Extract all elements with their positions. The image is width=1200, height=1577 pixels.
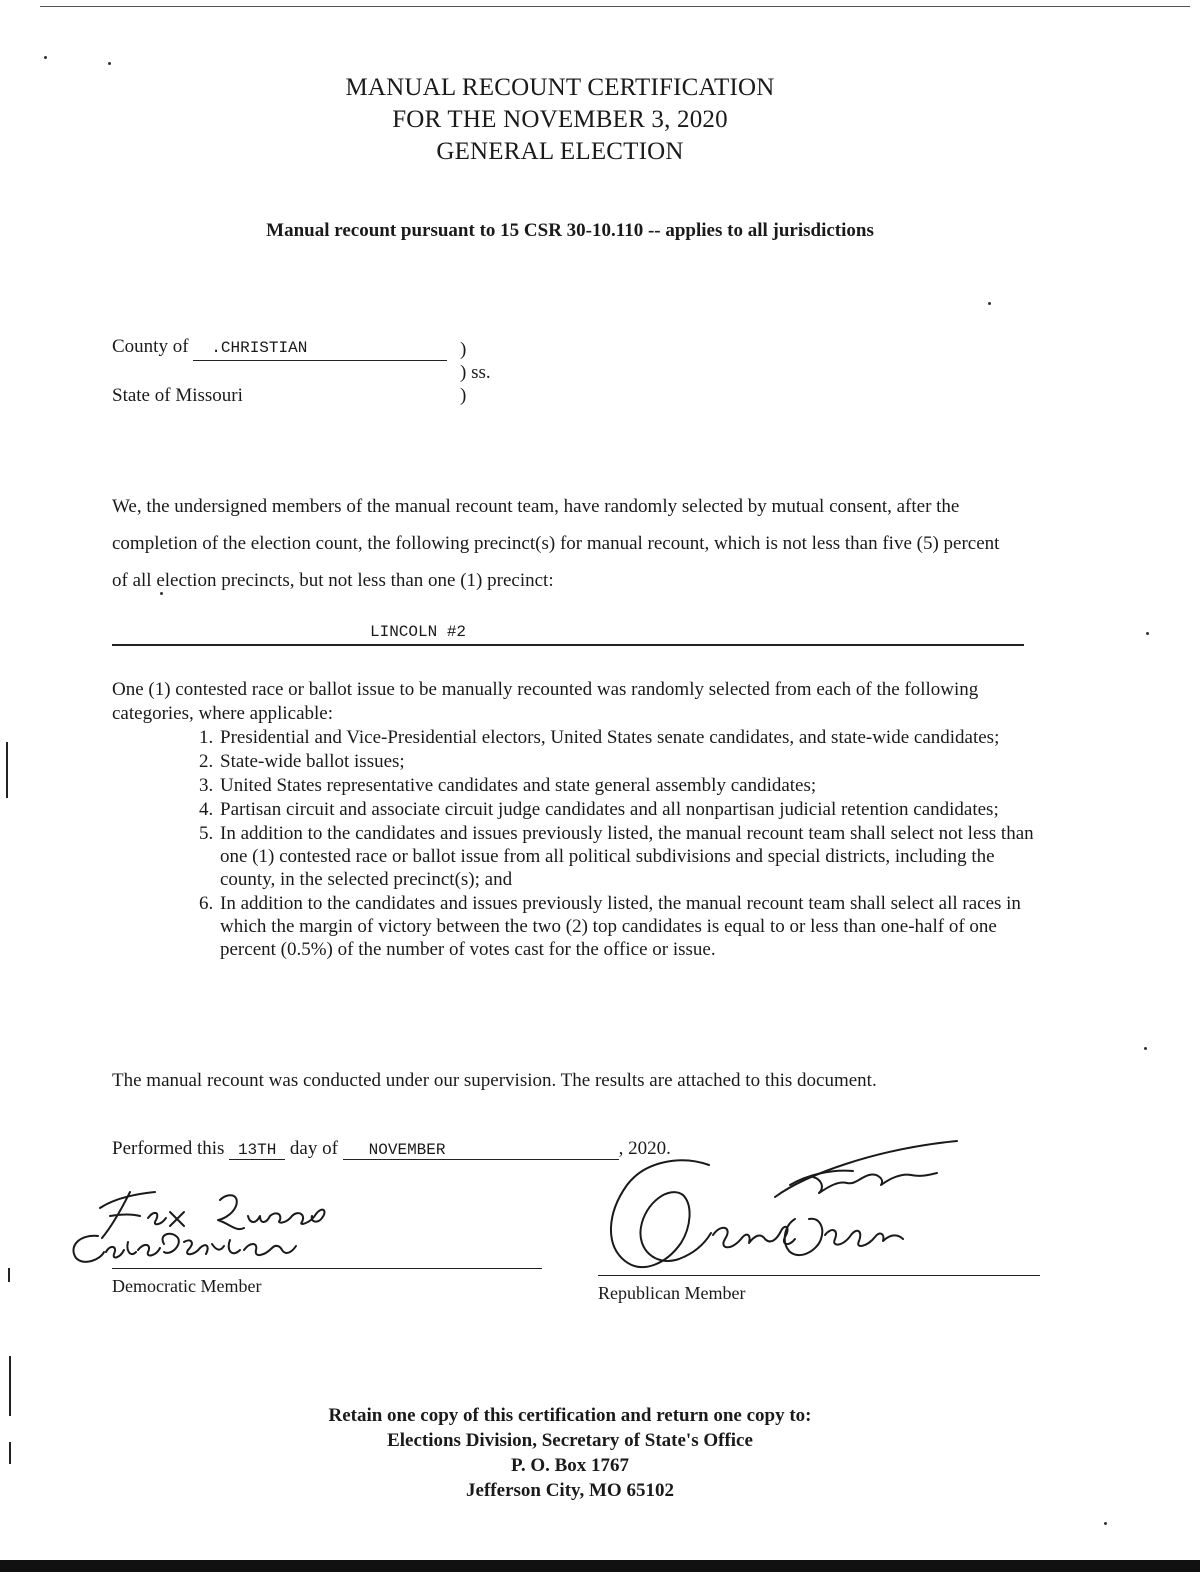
scan-speck: [988, 302, 991, 305]
return-instructions: [250, 1403, 890, 1503]
scan-speck: [108, 62, 111, 65]
criteria-list: [182, 726, 1038, 962]
precinct-value: LINCOLN #2: [370, 623, 467, 641]
republican-signature-line: [598, 1275, 1040, 1276]
scan-speck: [1104, 1522, 1107, 1525]
state-row: [112, 384, 447, 409]
county-row: [112, 335, 447, 360]
scan-speck: [1146, 632, 1149, 635]
democratic-signature: [60, 1180, 360, 1275]
paren-bottom: ): [460, 385, 467, 406]
scan-mark: [8, 1268, 10, 1282]
venue-brackets: [460, 338, 491, 407]
criteria-item: 3. United States representative candidates and state general assembly candidates;: [218, 774, 1038, 797]
criteria-item: 5. In addition to the candidates and issues previously listed, the manual recount team shall select not less than one (1) contested race or ballot issue from all political subdivisions and special districts, including the county, in the selected precinct(s); and: [218, 822, 1038, 891]
scan-mark: [9, 1356, 11, 1416]
democratic-member-label: Democratic Member: [112, 1276, 262, 1296]
scan-speck: [1144, 1047, 1147, 1050]
scan-mark: [6, 742, 8, 798]
criteria-item: 2. State-wide ballot issues;: [218, 750, 1038, 773]
criteria-item: 6. In addition to the candidates and issues previously listed, the manual recount team shall select all races in which the margin of victory between the two (2) top candidates is equal to or less than one-half of one percent (0.5%) of the number of votes cast for the office or issue.: [218, 892, 1038, 961]
supervision-statement: The manual recount was conducted under our supervision. The results are attached to this document.: [112, 1070, 877, 1091]
scan-speck: [160, 592, 163, 595]
month-field: NOVEMBER: [343, 1141, 619, 1160]
footer-line-3: P. O. Box 1767: [510, 1455, 630, 1476]
performed-middle: day of: [289, 1138, 338, 1159]
paren-ss: ) ss.: [460, 362, 491, 383]
democratic-signature-line: [112, 1268, 542, 1269]
performed-prefix: Performed this: [112, 1138, 225, 1159]
criteria-item: 4. Partisan circuit and associate circuit judge candidates and all nonpartisan judicial retention candidates;: [218, 798, 1038, 821]
precinct-field: [112, 614, 1024, 646]
footer-line-4: Jefferson City, MO 65102: [466, 1480, 674, 1501]
scan-top-border: [40, 6, 1190, 7]
republican-signature: [585, 1135, 985, 1285]
day-field: 13TH: [229, 1141, 285, 1160]
document-title: [260, 72, 860, 168]
republican-member-label: Republican Member: [598, 1283, 746, 1303]
performed-suffix: , 2020.: [618, 1138, 671, 1159]
scan-bottom-border: [0, 1560, 1200, 1572]
county-label: County of: [112, 336, 189, 357]
title-line-2: FOR THE NOVEMBER 3, 2020: [392, 106, 728, 133]
scan-speck: [44, 56, 47, 59]
footer-line-2: Elections Division, Secretary of State's Office: [387, 1430, 753, 1451]
state-label: State of Missouri: [112, 385, 243, 406]
criteria-item: 1. Presidential and Vice-Presidential electors, United States senate candidates, and state-wide candidates;: [218, 726, 1038, 749]
selection-paragraph: We, the undersigned members of the manual recount team, have randomly selected by mutual consent, after the completion of the election count, the following precinct(s) for manual recount, which is not less than five (5) percent of all election precincts, but not less than one (1) precinct:: [112, 496, 1000, 591]
title-line-1: MANUAL RECOUNT CERTIFICATION: [345, 74, 775, 101]
scan-mark: [9, 1442, 11, 1464]
paren-top: ): [460, 339, 467, 360]
title-line-3: GENERAL ELECTION: [436, 138, 684, 165]
footer-line-1: Retain one copy of this certification and return one copy to:: [328, 1405, 812, 1426]
venue-block: [112, 335, 447, 409]
document-subtitle: Manual recount pursuant to 15 CSR 30-10.110 -- applies to all jurisdictions: [266, 220, 874, 241]
categories-intro: One (1) contested race or ballot issue to be manually recounted was randomly selected from each of the following categories, where applicable:: [112, 679, 979, 724]
county-field: .CHRISTIAN: [193, 336, 447, 361]
